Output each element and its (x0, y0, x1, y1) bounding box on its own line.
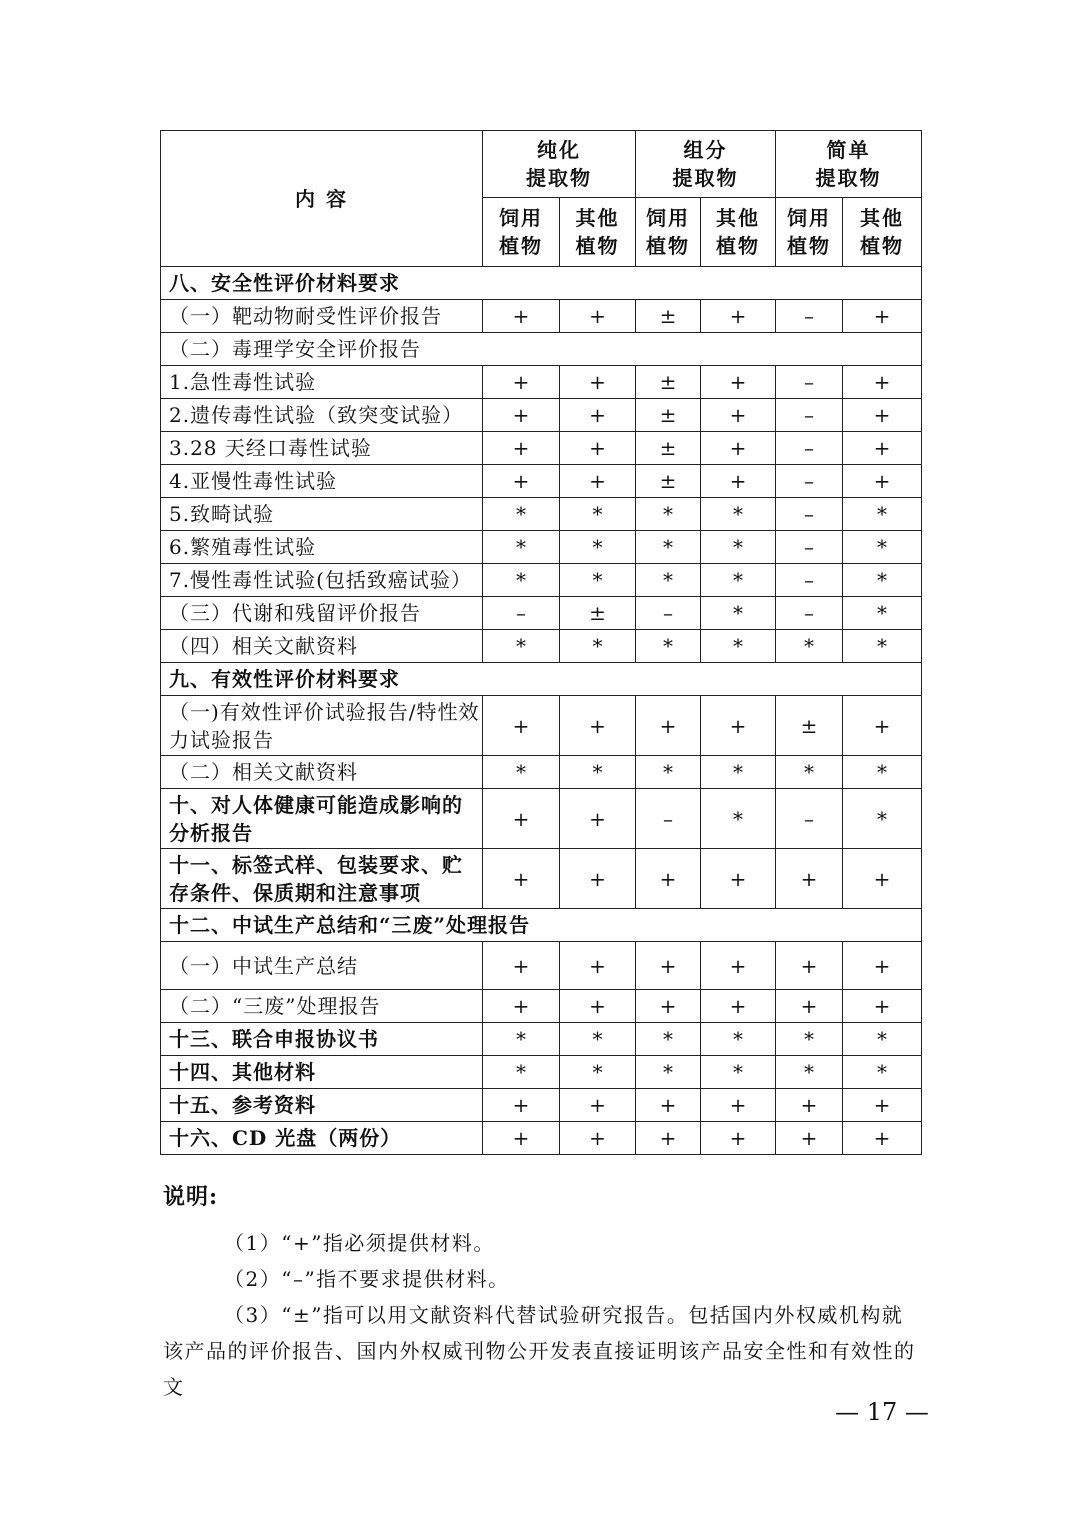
value-cell: + (701, 1089, 776, 1122)
table-row (161, 756, 922, 789)
table-row (161, 990, 922, 1023)
value-cell: * (843, 1056, 922, 1089)
value-cell: + (560, 849, 636, 909)
value-cell: + (483, 849, 560, 909)
value-cell: * (560, 1023, 636, 1056)
value-cell: * (843, 597, 922, 630)
value-cell: * (843, 630, 922, 663)
table-row (161, 300, 922, 333)
row-label: （二）“三废”处理报告 (161, 990, 483, 1023)
value-cell: + (701, 942, 776, 990)
table-row (161, 366, 922, 399)
value-cell: * (483, 564, 560, 597)
value-cell: + (560, 432, 636, 465)
value-cell: – (636, 597, 701, 630)
note-item: （2）“–”指不要求提供材料。 (224, 1267, 510, 1291)
table-row (161, 630, 922, 663)
row-label: （一）靶动物耐受性评价报告 (161, 300, 483, 333)
value-cell: * (636, 756, 701, 789)
table-row (161, 597, 922, 630)
value-cell: + (560, 1089, 636, 1122)
value-cell: ± (636, 432, 701, 465)
row-label: 十六、CD 光盘（两份） (161, 1122, 483, 1155)
row-label: 5.致畸试验 (161, 498, 483, 531)
value-cell: + (483, 366, 560, 399)
row-label: 十、对人体健康可能造成影响的分析报告 (161, 789, 483, 849)
notes-title: 说明: (163, 1184, 219, 1210)
value-cell: * (701, 630, 776, 663)
value-cell: + (701, 1122, 776, 1155)
value-cell: * (701, 789, 776, 849)
value-cell: * (560, 630, 636, 663)
value-cell: * (560, 756, 636, 789)
value-cell: + (560, 942, 636, 990)
value-cell: * (560, 531, 636, 564)
value-cell: + (776, 1122, 843, 1155)
value-cell: * (843, 756, 922, 789)
value-cell: * (636, 531, 701, 564)
table-row (161, 663, 922, 696)
value-cell: – (776, 597, 843, 630)
value-cell: * (701, 498, 776, 531)
value-cell: + (776, 990, 843, 1023)
value-cell: * (701, 597, 776, 630)
value-cell: + (701, 432, 776, 465)
row-label: （一）中试生产总结 (161, 942, 483, 990)
value-cell: * (636, 630, 701, 663)
table-row (161, 696, 922, 756)
value-cell: + (701, 990, 776, 1023)
table-row (161, 1023, 922, 1056)
value-cell: + (843, 432, 922, 465)
subcol-header: 饲用 植物 (636, 198, 701, 267)
table-row (161, 267, 922, 300)
row-label: 1.急性毒性试验 (161, 366, 483, 399)
content-header: 内 容 (161, 131, 483, 267)
value-cell: + (636, 696, 701, 756)
value-cell: – (776, 564, 843, 597)
value-cell: + (483, 1089, 560, 1122)
value-cell: * (636, 498, 701, 531)
value-cell: * (843, 789, 922, 849)
value-cell: – (636, 789, 701, 849)
value-cell: + (483, 1122, 560, 1155)
value-cell: + (636, 942, 701, 990)
value-cell: – (776, 531, 843, 564)
value-cell: + (483, 300, 560, 333)
value-cell: + (776, 942, 843, 990)
value-cell: + (843, 1122, 922, 1155)
value-cell: + (636, 1122, 701, 1155)
table-row (161, 1089, 922, 1122)
value-cell: + (701, 849, 776, 909)
value-cell: + (701, 465, 776, 498)
value-cell: + (701, 366, 776, 399)
requirements-table (160, 130, 922, 1155)
value-cell: + (776, 1089, 843, 1122)
table-row (161, 465, 922, 498)
value-cell: * (701, 1023, 776, 1056)
value-cell: + (843, 849, 922, 909)
table-row (161, 399, 922, 432)
value-cell: + (843, 465, 922, 498)
value-cell: + (560, 789, 636, 849)
value-cell: * (483, 498, 560, 531)
value-cell: – (483, 597, 560, 630)
value-cell: + (483, 696, 560, 756)
value-cell: + (636, 1089, 701, 1122)
header-row-groups (161, 131, 922, 198)
value-cell: * (776, 1056, 843, 1089)
value-cell: + (636, 849, 701, 909)
value-cell: – (776, 432, 843, 465)
table-row (161, 849, 922, 909)
value-cell: * (843, 498, 922, 531)
table-row (161, 432, 922, 465)
row-label: （二）相关文献资料 (161, 756, 483, 789)
value-cell: * (636, 564, 701, 597)
row-label: 十三、联合申报协议书 (161, 1023, 483, 1056)
value-cell: – (776, 465, 843, 498)
value-cell: ± (636, 366, 701, 399)
note-item: （1）“+”指必须提供材料。 (224, 1231, 495, 1255)
value-cell: ± (560, 597, 636, 630)
value-cell: + (560, 300, 636, 333)
value-cell: + (483, 789, 560, 849)
row-label: 十一、标签式样、包装要求、贮存条件、保质期和注意事项 (161, 849, 483, 909)
table-row (161, 498, 922, 531)
row-label: （三）代谢和残留评价报告 (161, 597, 483, 630)
value-cell: * (776, 756, 843, 789)
table-row (161, 909, 922, 942)
value-cell: * (776, 1023, 843, 1056)
value-cell: – (776, 399, 843, 432)
row-label: 十二、中试生产总结和“三废”处理报告 (161, 909, 922, 942)
value-cell: * (636, 1056, 701, 1089)
value-cell: * (483, 756, 560, 789)
table-row (161, 1122, 922, 1155)
row-label: （四）相关文献资料 (161, 630, 483, 663)
value-cell: + (843, 300, 922, 333)
table-row (161, 789, 922, 849)
value-cell: – (776, 498, 843, 531)
table-row (161, 1056, 922, 1089)
value-cell: + (483, 942, 560, 990)
value-cell: – (776, 300, 843, 333)
note-item: （3）“±”指可以用文献资料代替试验研究报告。包括国内外权威机构就该产品的评价报告、国内外权威刊物公开发表直接证明该产品安全性和有效性的文 (163, 1303, 916, 1399)
value-cell: + (560, 990, 636, 1023)
value-cell: ± (636, 300, 701, 333)
value-cell: + (843, 696, 922, 756)
row-label: 十四、其他材料 (161, 1056, 483, 1089)
row-label: （二）毒理学安全评价报告 (161, 333, 922, 366)
subcol-header: 其他 植物 (560, 198, 636, 267)
row-label: 九、有效性评价材料要求 (161, 663, 922, 696)
value-cell: * (560, 1056, 636, 1089)
value-cell: * (560, 498, 636, 531)
value-cell: * (701, 1056, 776, 1089)
value-cell: * (636, 1023, 701, 1056)
value-cell: ± (636, 465, 701, 498)
subcol-header: 饲用 植物 (776, 198, 843, 267)
value-cell: * (776, 630, 843, 663)
value-cell: + (483, 432, 560, 465)
value-cell: * (483, 1056, 560, 1089)
value-cell: + (701, 696, 776, 756)
value-cell: * (701, 564, 776, 597)
value-cell: + (843, 990, 922, 1023)
value-cell: + (636, 990, 701, 1023)
value-cell: + (701, 300, 776, 333)
value-cell: * (560, 564, 636, 597)
value-cell: * (843, 531, 922, 564)
value-cell: + (483, 990, 560, 1023)
value-cell: + (483, 465, 560, 498)
group-header-purified: 纯化 提取物 (483, 131, 636, 198)
table-row (161, 942, 922, 990)
value-cell: – (776, 789, 843, 849)
row-label: 2.遗传毒性试验（致突变试验） (161, 399, 483, 432)
value-cell: ± (776, 696, 843, 756)
notes-section (163, 1180, 923, 1405)
group-header-simple: 简单 提取物 (776, 131, 922, 198)
value-cell: + (560, 366, 636, 399)
value-cell: + (701, 399, 776, 432)
value-cell: + (843, 1089, 922, 1122)
value-cell: * (483, 1023, 560, 1056)
value-cell: * (843, 564, 922, 597)
value-cell: * (701, 531, 776, 564)
subcol-header: 饲用 植物 (483, 198, 560, 267)
value-cell: + (843, 942, 922, 990)
subcol-header: 其他 植物 (843, 198, 922, 267)
table-row (161, 531, 922, 564)
row-label: （一)有效性评价试验报告/特性效力试验报告 (161, 696, 483, 756)
value-cell: + (843, 366, 922, 399)
row-label: 7.慢性毒性试验(包括致癌试验） (161, 564, 483, 597)
value-cell: – (776, 366, 843, 399)
table-row (161, 564, 922, 597)
value-cell: * (483, 630, 560, 663)
row-label: 八、安全性评价材料要求 (161, 267, 922, 300)
value-cell: + (560, 1122, 636, 1155)
row-label: 十五、参考资料 (161, 1089, 483, 1122)
group-header-fraction: 组分 提取物 (636, 131, 776, 198)
value-cell: * (701, 756, 776, 789)
row-label: 4.亚慢性毒性试验 (161, 465, 483, 498)
subcol-header: 其他 植物 (701, 198, 776, 267)
row-label: 6.繁殖毒性试验 (161, 531, 483, 564)
row-label: 3.28 天经口毒性试验 (161, 432, 483, 465)
value-cell: + (560, 399, 636, 432)
table-row (161, 333, 922, 366)
value-cell: + (843, 399, 922, 432)
value-cell: + (483, 399, 560, 432)
value-cell: * (483, 531, 560, 564)
value-cell: + (560, 465, 636, 498)
value-cell: + (776, 849, 843, 909)
page-number: — 17 — (835, 1398, 929, 1426)
value-cell: ± (636, 399, 701, 432)
value-cell: + (560, 696, 636, 756)
value-cell: * (843, 1023, 922, 1056)
